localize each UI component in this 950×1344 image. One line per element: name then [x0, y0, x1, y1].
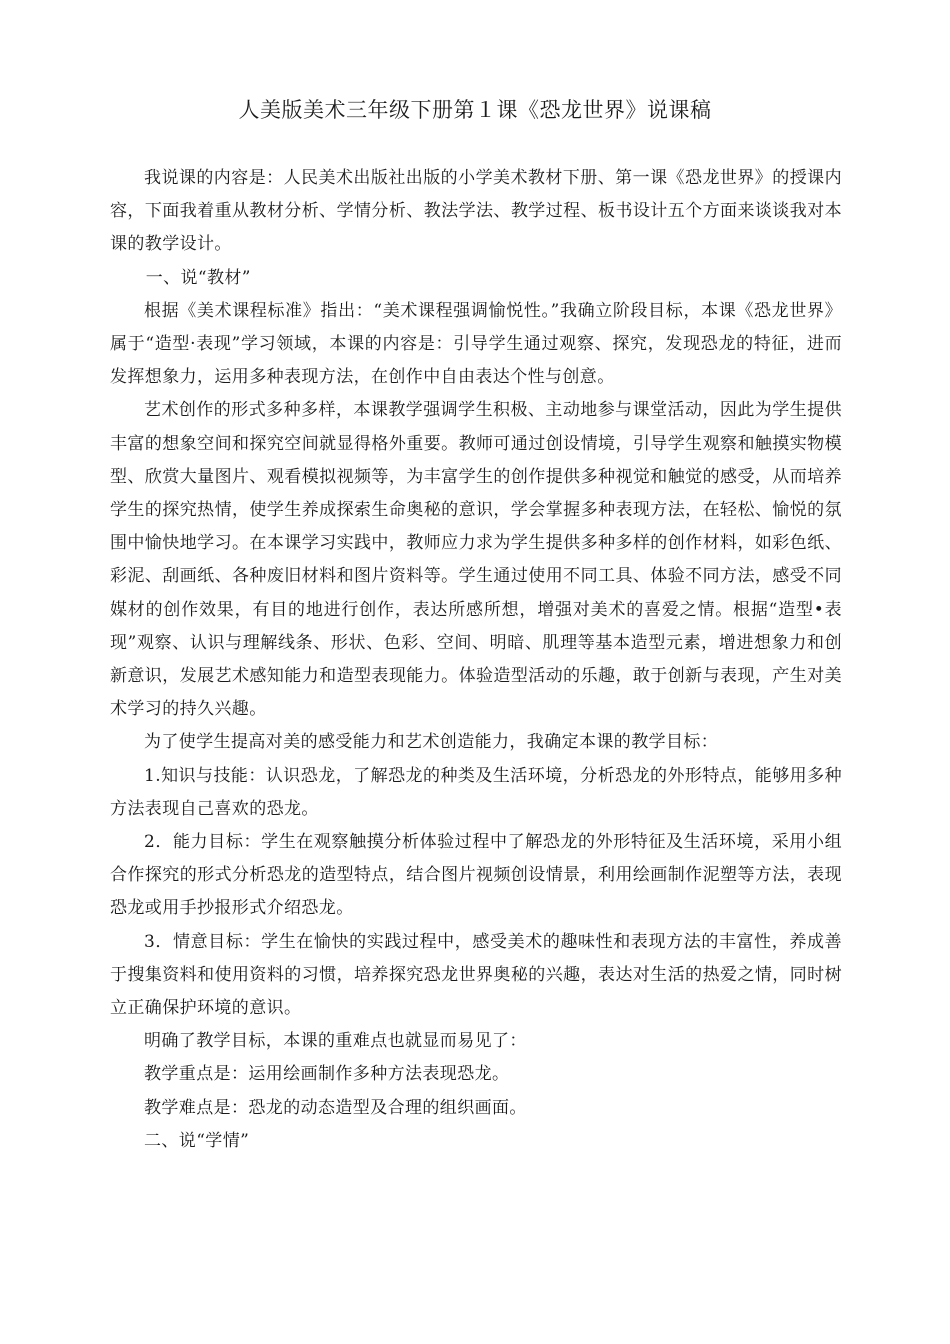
paragraph-art-creation: 艺术创作的形式多种多样，本课教学强调学生积极、主动地参与课堂活动，因此为学生提供丰富的想象空间和探究空间就显得格外重要。教师可通过创设情境，引导学生观察和触摸实物模型、欣赏大量图片、观看模拟视频等，为丰富学生的创作提供多种视觉和触觉的感受，从而培养学生的探究热情，使学生养成探索生命奥秘的意识，学会掌握多种表现方法，在轻松、愉悦的氛围中愉快地学习。在本课学习实践中，教师应力求为学生提供多种多样的创作材料，如彩色纸、彩泥、刮画纸、各种废旧材料和图片资料等。学生通过使用不同工具、体验不同方法，感受不同媒材的创作效果，有目的地进行创作，表达所感所想，增强对美术的喜爱之情。根据“造型•表现”观察、认识与理解线条、形状、色彩、空间、明暗、肌理等基本造型元素，增进想象力和创新意识，发展艺术感知能力和造型表现能力。体验造型活动的乐趣，敢于创新与表现，产生对美术学习的持久兴趣。 — [110, 400, 842, 720]
paragraph-goal-ability: 2．能力目标：学生在观察触摸分析体验过程中了解恐龙的外形特征及生活环境，采用小组合作探究的形式分析恐龙的造型特点，结合图片视频创设情景，利用绘画制作泥塑等方法，表现恐龙或用手抄报形式介绍恐龙。 — [110, 832, 842, 919]
paragraph-intro: 我说课的内容是：人民美术出版社出版的小学美术教材下册、第一课《恐龙世界》的授课内容，下面我着重从教材分析、学情分析、教法学法、教学过程、板书设计五个方面来谈谈我对本课的教学设计。 — [110, 168, 842, 255]
document-body — [110, 162, 842, 1158]
paragraph-goals-intro: 为了使学生提高对美的感受能力和艺术创造能力，我确定本课的教学目标： — [144, 732, 719, 753]
paragraph-key-point: 教学重点是：运用绘画制作多种方法表现恐龙。 — [144, 1064, 510, 1085]
section-heading-textbook: 一、说“教材” — [145, 267, 251, 288]
paragraph-difficult-point: 教学难点是：恐龙的动态造型及合理的组织画面。 — [144, 1097, 527, 1118]
paragraph-key-points-intro: 明确了教学目标，本课的重难点也就显而易见了： — [144, 1031, 527, 1052]
document-title: 人美版美术三年级下册第１课《恐龙世界》说课稿 — [238, 98, 712, 122]
paragraph-goal-affective: 3．情意目标：学生在愉快的实践过程中，感受美术的趣味性和表现方法的丰富性，养成善于搜集资料和使用资料的习惯，培养探究恐龙世界奥秘的兴趣，表达对生活的热爱之情，同时树立正确保护环境的意识。 — [110, 931, 842, 1019]
section-heading-learning-situation: 二、说“学情” — [144, 1130, 250, 1151]
paragraph-goal-knowledge: 1.知识与技能：认识恐龙，了解恐龙的种类及生活环境，分析恐龙的外形特点，能够用多种方法表现自己喜欢的恐龙。 — [110, 765, 842, 819]
paragraph-curriculum-standard: 根据《美术课程标准》指出：“美术课程强调愉悦性。”我确立阶段目标，本课《恐龙世界》属于“造型·表现”学习领域，本课的内容是：引导学生通过观察、探究，发现恐龙的特征，进而发挥想象力，运用多种表现方法，在创作中自由表达个性与创意。 — [110, 300, 842, 388]
